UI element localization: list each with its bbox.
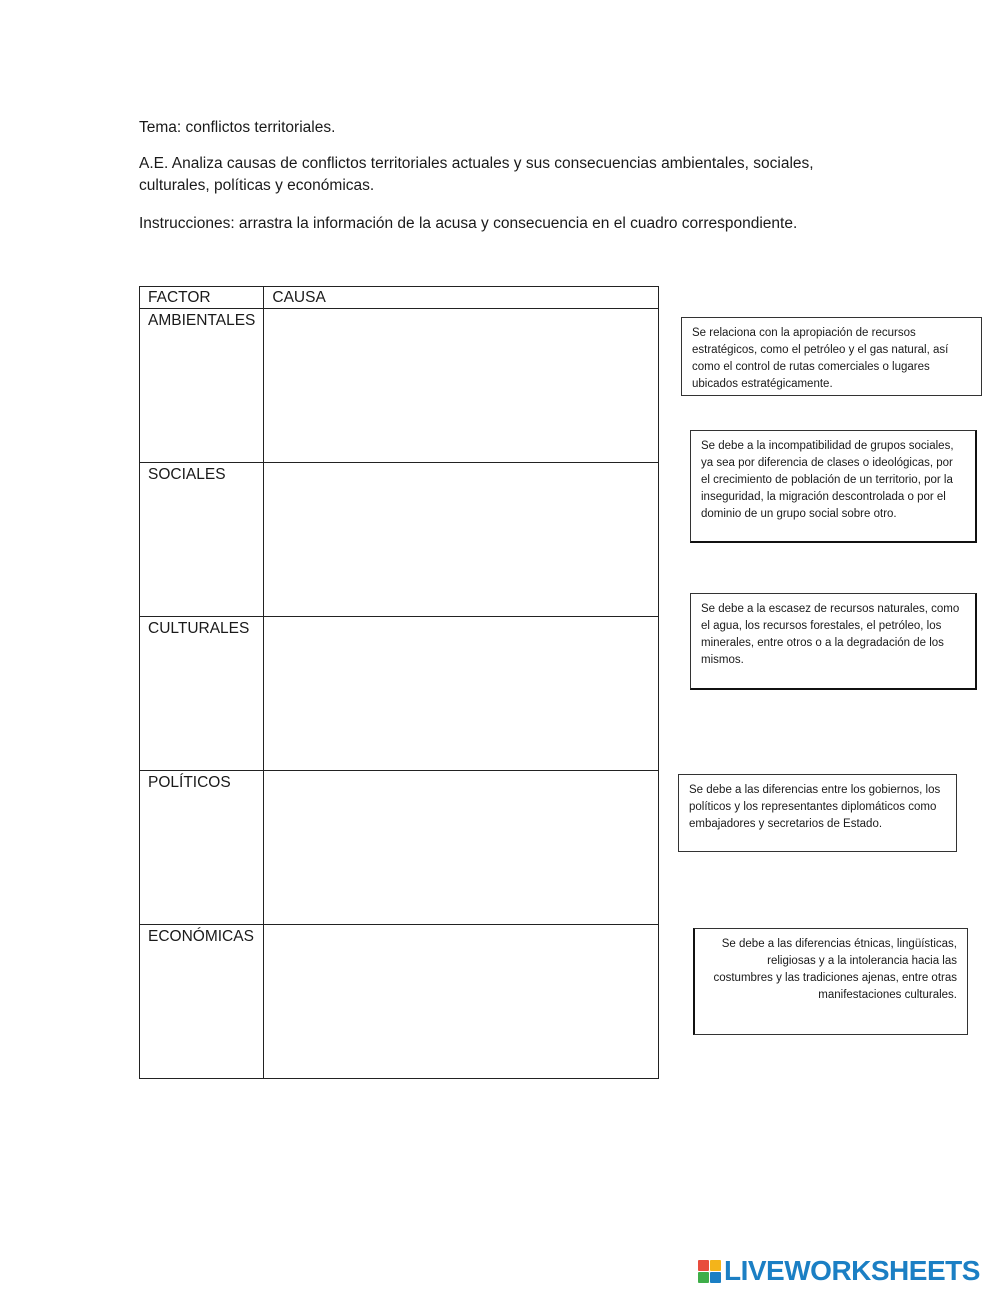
draggable-card-natural-resources[interactable]: Se debe a la escasez de recursos naturales, como el agua, los recursos forestales, el petróleo, los minerales, entre otros o a la degradación de los mismos. bbox=[690, 593, 977, 690]
column-header-causa: CAUSA bbox=[264, 287, 659, 309]
draggable-card-social-groups[interactable]: Se debe a la incompatibilidad de grupos sociales, ya sea por diferencia de clases o ideológicas, por el crecimiento de población de un territorio, por la inseguridad, la migración descontrolada o por el dominio de un grupo social sobre otro. bbox=[690, 430, 977, 543]
drop-zone-culturales[interactable] bbox=[264, 617, 659, 771]
learning-objective: A.E. Analiza causas de conflictos territoriales actuales y sus consecuencias ambientales, sociales, culturales, políticas y económicas. bbox=[139, 155, 814, 194]
factor-label-economicas: ECONÓMICAS bbox=[140, 925, 264, 1079]
logo-text: LIVEWORKSHEETS bbox=[724, 1255, 980, 1286]
topic-line: Tema: conflictos territoriales. bbox=[139, 119, 336, 136]
drop-zone-sociales[interactable] bbox=[264, 463, 659, 617]
drop-zone-ambientales[interactable] bbox=[264, 309, 659, 463]
draggable-card-governments[interactable]: Se debe a las diferencias entre los gobiernos, los políticos y los representantes diplomáticos como embajadores y secretarios de Estado. bbox=[678, 774, 957, 852]
factor-cause-table bbox=[139, 286, 659, 1079]
liveworksheets-logo bbox=[698, 1256, 980, 1286]
draggable-card-ethnic-differences[interactable]: Se debe a las diferencias étnicas, lingüísticas, religiosas y a la intolerancia hacia las costumbres y las tradiciones ajenas, entre otras manifestaciones culturales. bbox=[693, 928, 968, 1035]
drop-zone-economicas[interactable] bbox=[264, 925, 659, 1079]
factor-label-culturales: CULTURALES bbox=[140, 617, 264, 771]
factor-label-sociales: SOCIALES bbox=[140, 463, 264, 617]
column-header-factor: FACTOR bbox=[140, 287, 264, 309]
factor-label-politicos: POLÍTICOS bbox=[140, 771, 264, 925]
draggable-card-economic-resources[interactable]: Se relaciona con la apropiación de recursos estratégicos, como el petróleo y el gas natural, así como el control de rutas comerciales o lugares ubicados estratégicamente. bbox=[681, 317, 982, 396]
factor-label-ambientales: AMBIENTALES bbox=[140, 309, 264, 463]
logo-blocks-icon bbox=[698, 1260, 721, 1283]
drop-zone-politicos[interactable] bbox=[264, 771, 659, 925]
instructions: Instrucciones: arrastra la información de la acusa y consecuencia en el cuadro correspondiente. bbox=[139, 215, 798, 232]
